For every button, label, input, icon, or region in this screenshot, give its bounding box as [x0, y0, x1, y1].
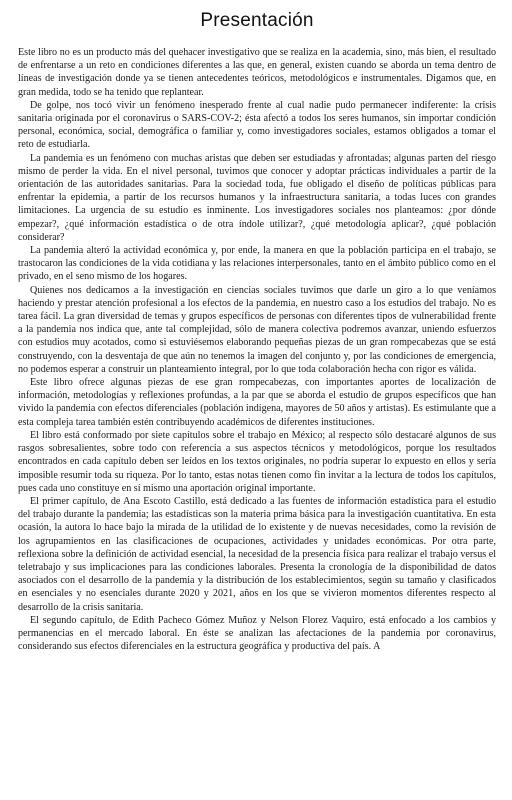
document-page	[18, 10, 496, 653]
paragraph-2: De golpe, nos tocó vivir un fenómeno inesperado frente al cual nadie pudo permanecer indiferente: la crisis sanitaria originada por el coronavirus o SARS-COV-2; ésta afectó a todos los seres humanos, sin importar condición personal, económica, social, demográfica o familiar y, como investigadores sociales, estamos obligados a tomar el reto de estudiarla.	[18, 99, 496, 151]
paragraph-8: El primer capítulo, de Ana Escoto Castillo, está dedicado a las fuentes de información estadística para el estudio del trabajo durante la pandemia; las estadísticas son la materia prima básica para la investigación cuantitativa. En esta ocasión, la autora lo hace bajo la mirada de la utilidad de lo existente y de nuevas necesidades, como la revisión de los agrupamientos en las clasificaciones de ocupaciones, actividades y unidades económicas. Por otra parte, reflexiona sobre la definición de actividad esencial, la necesidad de la presencia física para realizar el trabajo versus el teletrabajo y sus implicaciones para las condiciones laborales. Presenta la cronología de la disponibilidad de datos asociados con el desarrollo de la pandemia y la distribución de los establecimientos, según su tamaño y clasificados en esenciales y no esenciales durante 2020 y 2021, años en los que se vivieron momentos diferentes respecto al desarrollo de la crisis sanitaria.	[18, 495, 496, 613]
paragraph-3: La pandemia es un fenómeno con muchas aristas que deben ser estudiadas y afrontadas; algunas parten del riesgo mismo de perder la vida. En el nivel personal, tuvimos que conocer y adoptar prácticas individuales a partir de la orientación de las autoridades sanitarias. Para la sociedad toda, fue obligado el diseño de políticas públicas para enfrentar la epidemia, a partir de los recursos humanos y la infraestructura sanitaria, a todas luces con grandes limitaciones. La urgencia de su estudio es inminente. Los investigadores sociales nos planteamos: ¿por dónde empezar?, ¿qué información estadística o de otra índole utilizar?, ¿qué metodología aplicar?, ¿qué población considerar?	[18, 152, 496, 243]
body-text	[18, 46, 496, 653]
paragraph-6: Este libro ofrece algunas piezas de ese gran rompecabezas, con importantes aportes de localización de información, metodologías y reflexiones profundas, a la par que se aborda el estudio de grupos específicos que han vivido la pandemia con efectos diferenciales (población indígena, mayores de 50 años y artistas). Es estimulante que a esta compleja tarea también estén contribuyendo académicos de diferentes instituciones.	[18, 377, 496, 428]
paragraph-9: El segundo capítulo, de Edith Pacheco Gómez Muñoz y Nelson Florez Vaquiro, está enfocado a los cambios y permanencias en el mercado laboral. En éste se analizan las afectaciones de la pandemia por coronavirus, considerando sus efectos diferenciales en la estructura geográfica y productiva del país. A	[18, 614, 496, 653]
paragraph-4: La pandemia alteró la actividad económica y, por ende, la manera en que la población participa en el trabajo, se trastocaron las condiciones de la vida cotidiana y las relaciones interpersonales, tanto en el ámbito público como en el privado, en el seno mismo de los hogares.	[18, 245, 496, 283]
paragraph-1: Este libro no es un producto más del quehacer investigativo que se realiza en la academia, sino, más bien, el resultado de enfrentarse a un reto en condiciones diferentes a las que, en general, existen cuando se aborda un tema dentro de líneas de investigación donde ya se tienen antecedentes teóricos, metodológicos e instrumentales. Digamos que, en gran medida, todo se ha tenido que replantear.	[18, 47, 496, 98]
paragraph-7: El libro está conformado por siete capítulos sobre el trabajo en México; al respecto sólo destacaré algunos de sus rasgos sobresalientes, sobre todo con referencia a sus aspectos técnicos y metodológicos, porque los resultados encontrados en cada capítulo deben ser leídos en los textos originales, no podría superar lo expuesto en ellos y sería imposible resumir toda su riqueza. Por lo tanto, estas notas tienen como fin invitar a la lectura de todos los capítulos, pues cada uno constituye en sí mismo una aportación original importante.	[18, 429, 496, 494]
page-title: Presentación	[200, 10, 314, 31]
paragraph-5: Quienes nos dedicamos a la investigación en ciencias sociales tuvimos que darle un giro a lo que veníamos haciendo y prestar atención profesional a los efectos de la pandemia, en nuestro caso a los estudios del trabajo. No es tarea fácil. La gran diversidad de temas y grupos específicos de personas con diferentes tipos de vulnerabilidad frente a la pandemia nos indica que, ante tal complejidad, sólo de manera colectiva podremos avanzar, uniendo esfuerzos con estudios muy acotados, como si estuviésemos elaborando pequeñas piezas de un gran rompecabezas que se está construyendo, con la desventaja de que aún no tenemos la imagen del conjunto y, por las condiciones de emergencia, no podemos esperar a construir un planteamiento integral, por lo que toda colaboración hecha con rigor es válida.	[18, 284, 496, 375]
